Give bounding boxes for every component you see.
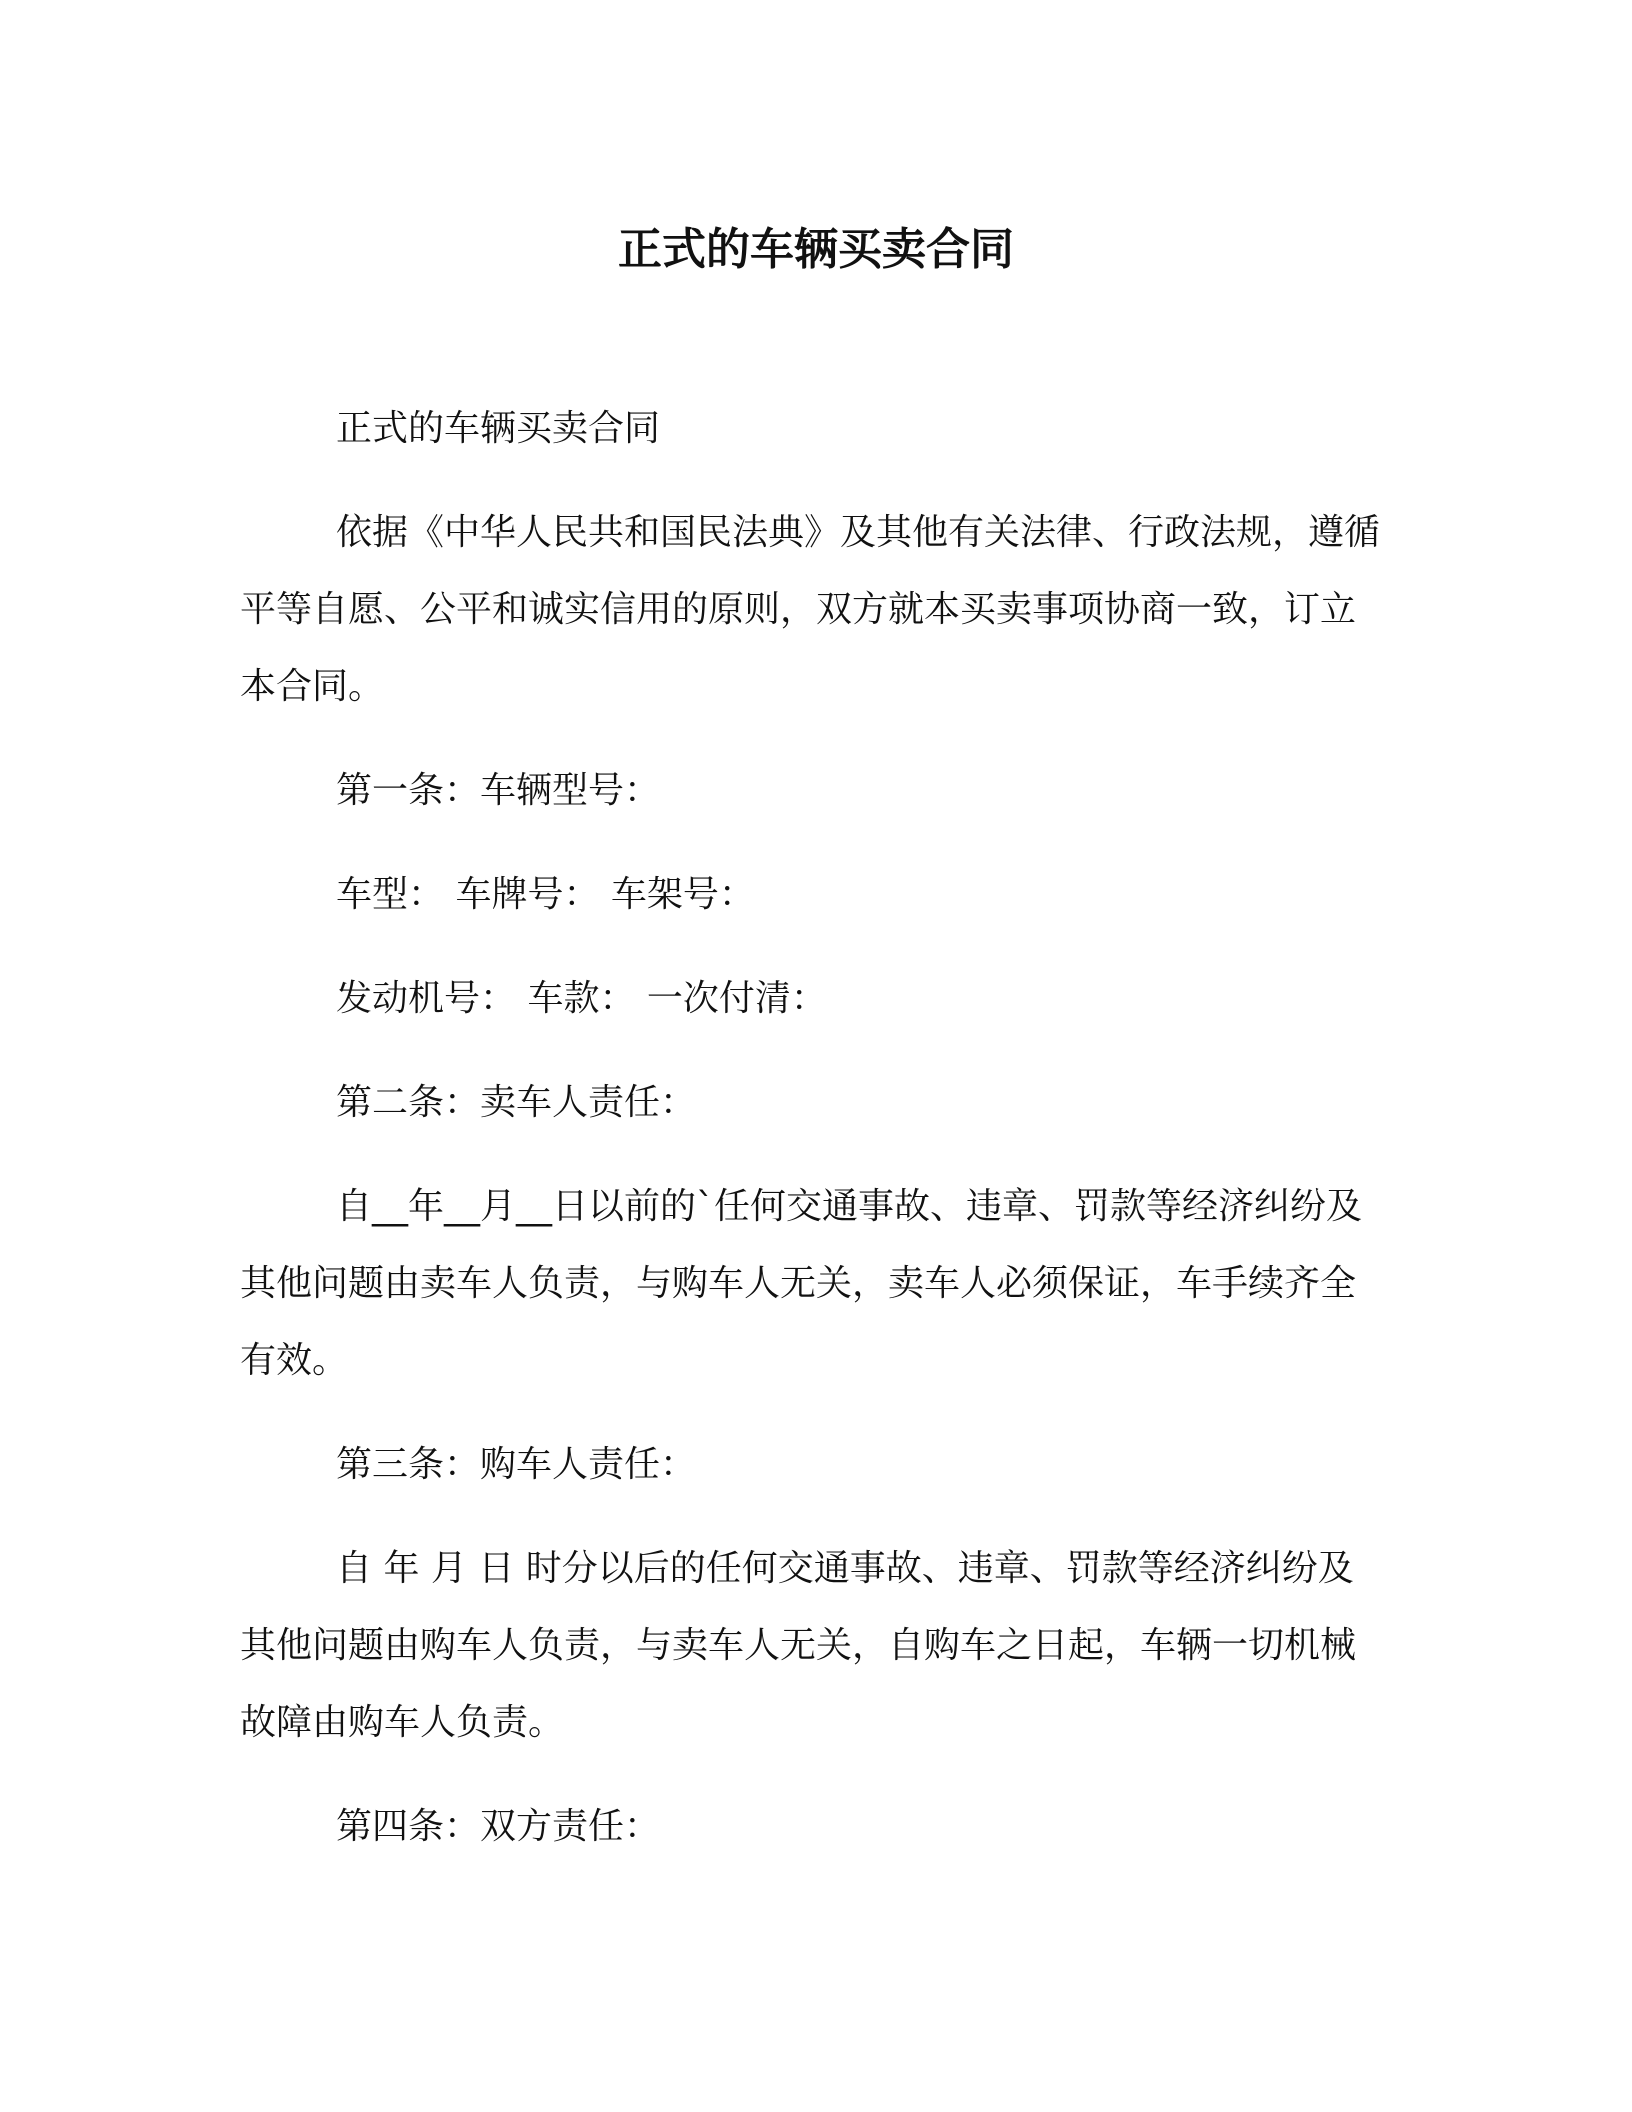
paragraph-article-4-heading: 第四条：双方责任： <box>336 1806 661 1847</box>
paragraph-article-1-heading: 第一条：车辆型号： <box>336 770 661 811</box>
paragraph-seller-responsibility: 自__年__月__日以前的`任何交通事故、违章、罚款等经济纠纷及其他问题由卖车人负责，与购车人无关，卖车人必须保证，车手续齐全有效。 <box>240 1186 1363 1381</box>
paragraph-vehicle-fields: 车型： 车牌号： 车架号： <box>336 874 755 915</box>
paragraph-article-3-heading: 第三条：购车人责任： <box>336 1444 697 1485</box>
paragraph-buyer-responsibility: 自 年 月 日 时分以后的任何交通事故、违章、罚款等经济纠纷及其他问题由购车人负责，与卖车人无关，自购车之日起，车辆一切机械故障由购车人负责。 <box>240 1548 1357 1743</box>
paragraph-article-2-heading: 第二条：卖车人责任： <box>336 1082 697 1123</box>
paragraph-preamble: 依据《中华人民共和国民法典》及其他有关法律、行政法规，遵循平等自愿、公平和诚实信用的原则，双方就本买卖事项协商一致，订立本合同。 <box>240 512 1381 707</box>
document-body <box>240 390 1382 1892</box>
paragraph-payment-fields: 发动机号： 车款： 一次付清： <box>336 978 827 1019</box>
document-title: 正式的车辆买卖合同 <box>618 224 1014 275</box>
paragraph-subtitle: 正式的车辆买卖合同 <box>336 408 661 449</box>
